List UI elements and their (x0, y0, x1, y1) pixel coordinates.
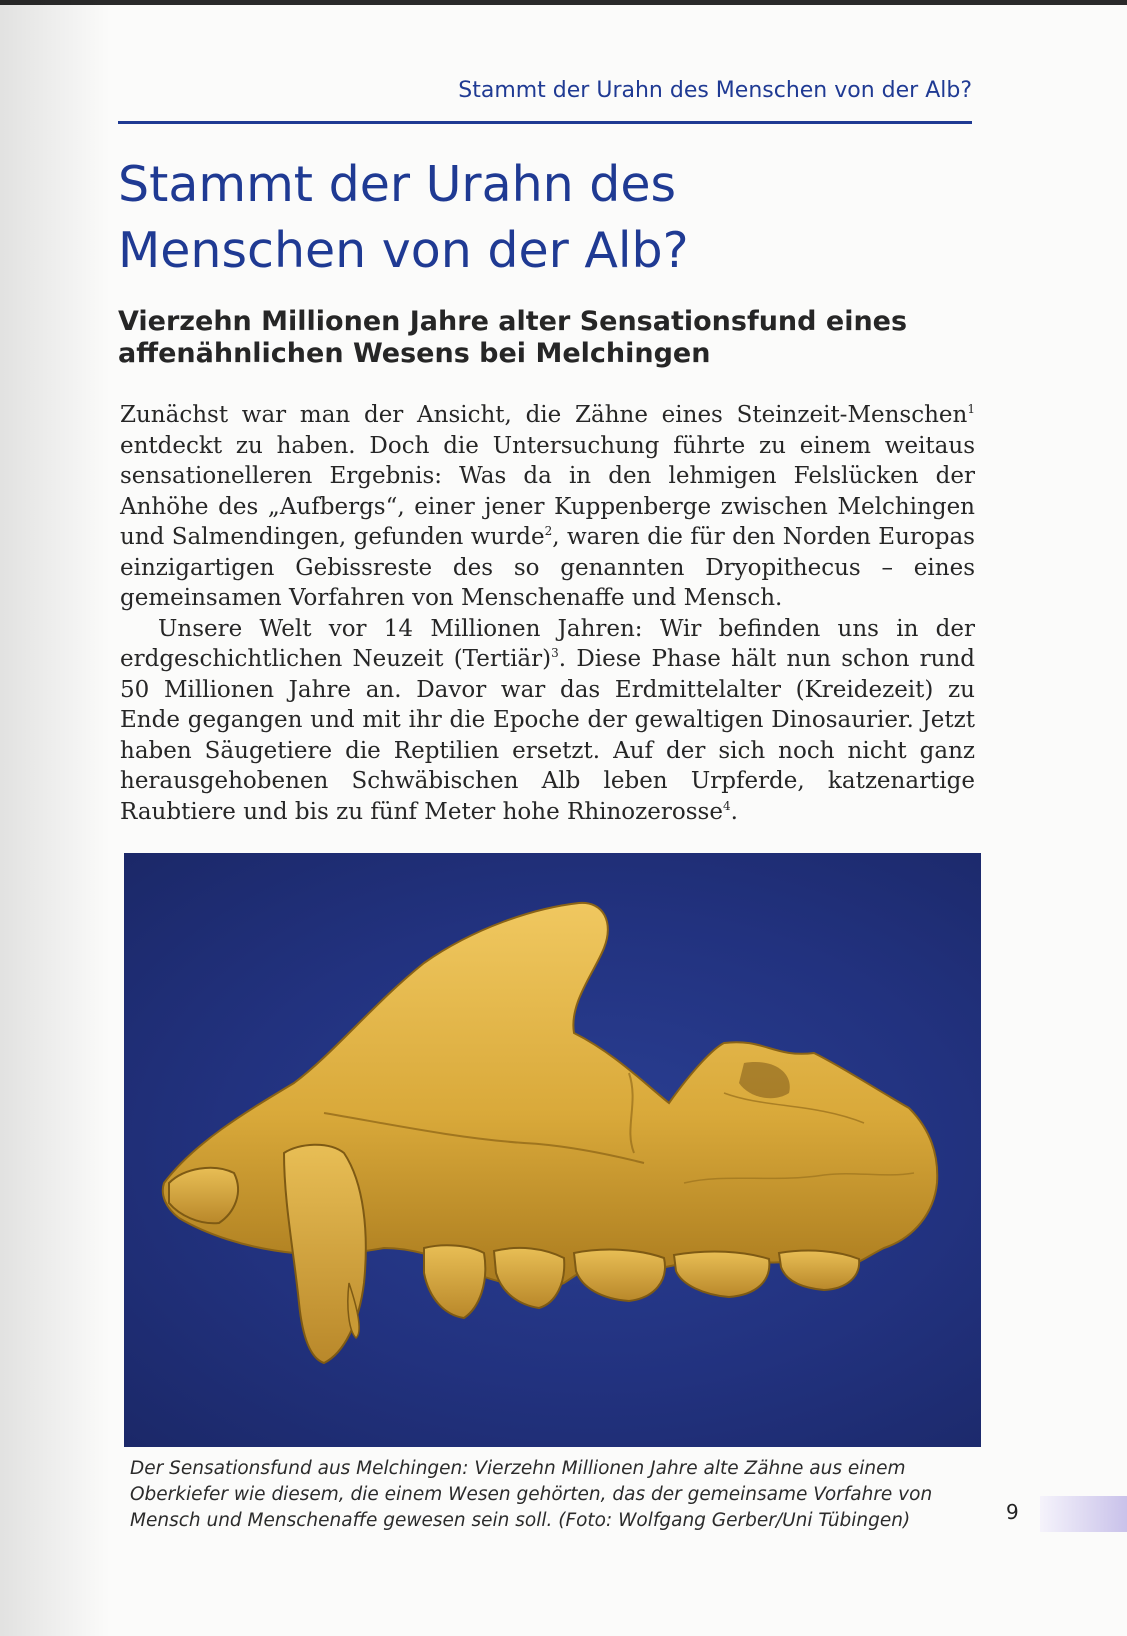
premolar-2 (494, 1248, 564, 1308)
paragraph-1 (120, 400, 975, 614)
article-subtitle-line-1: Vierzehn Millionen Jahre alter Sensationsfund eines (118, 306, 908, 337)
paragraph-2 (120, 614, 975, 828)
running-header: Stammt der Urahn des Menschen von der Alb? (458, 78, 972, 103)
footnote-ref-2[interactable]: 2 (544, 524, 553, 538)
page-edge-tab (1040, 1496, 1127, 1532)
paragraph-2-text-c: . (730, 798, 738, 825)
article-subtitle (118, 306, 972, 370)
premolar-1 (424, 1245, 485, 1318)
footnote-ref-4[interactable]: 4 (722, 798, 731, 813)
paragraph-1-text-c: , waren die für den Norden Europas einzigartigen Gebissreste des so genannten Dryopithecus – eines gemeinsamen Vorfahren von Menschenaffe und Mensch. (120, 524, 975, 611)
article-title (118, 152, 972, 284)
article-title-line-1: Stammt der Urahn des (118, 156, 677, 213)
paragraph-2-text-a: Unsere Welt vor 14 Millionen Jahren: Wir befinden uns in der erdgeschichtlichen Neuzeit (Tertiär) (120, 615, 975, 672)
footnote-ref-1[interactable]: 1 (967, 402, 975, 416)
molar-2 (674, 1252, 769, 1297)
article-subtitle-line-2: affenähnlichen Wesens bei Melchingen (118, 338, 711, 369)
header-rule (118, 121, 972, 124)
article-title-line-2: Menschen von der Alb? (118, 222, 689, 279)
page-top-edge (0, 0, 1127, 5)
page-number: 9 (1006, 1500, 1019, 1524)
paragraph-1-text-b: entdeckt zu haben. Doch die Untersuchung führte zu einem weitaus sensationelleren Ergebnis: Was da in den lehmigen Felslücken der Anhöhe des „Aufbergs“, einer jener Kuppenberge zwischen Melchingen und Salmendingen, gefunden wurde (120, 432, 975, 550)
fossil-jaw-illustration (124, 853, 981, 1447)
figure-caption: Der Sensationsfund aus Melchingen: Vierzehn Millionen Jahre alte Zähne aus einem Oberkiefer wie diesem, die einem Wesen gehörten, das der gemeinsame Vorfahre von Mensch und Menschenaffe gewesen sein soll. (Foto: Wolfgang Gerber/Uni Tübingen) (130, 1458, 933, 1531)
molar-3 (779, 1251, 859, 1290)
fossil-photo (124, 853, 981, 1447)
fossil-maxilla (163, 903, 937, 1288)
page-gutter-shadow (0, 0, 110, 1636)
paragraph-2-text-b: . Diese Phase hält nun schon rund 50 Millionen Jahre an. Davor war das Erdmittelalter (Kreidezeit) zu Ende gegangen und mit ihr die Epoche der gewaltigen Dinosaurier. Jetzt haben Säugetiere die Reptilien ersetzt. Auf der sich noch nicht ganz herausgehobenen Schwäbischen Alb leben Urpferde, katzenartige Raubtiere und bis zu fünf Meter hohe Rhinozerosse (120, 646, 975, 825)
molar-1 (574, 1250, 665, 1301)
paragraph-1-text-a: Zunächst war man der Ansicht, die Zähne eines Steinzeit-Menschen (120, 402, 968, 428)
article-body (120, 400, 975, 827)
footnote-ref-3[interactable]: 3 (551, 646, 559, 660)
